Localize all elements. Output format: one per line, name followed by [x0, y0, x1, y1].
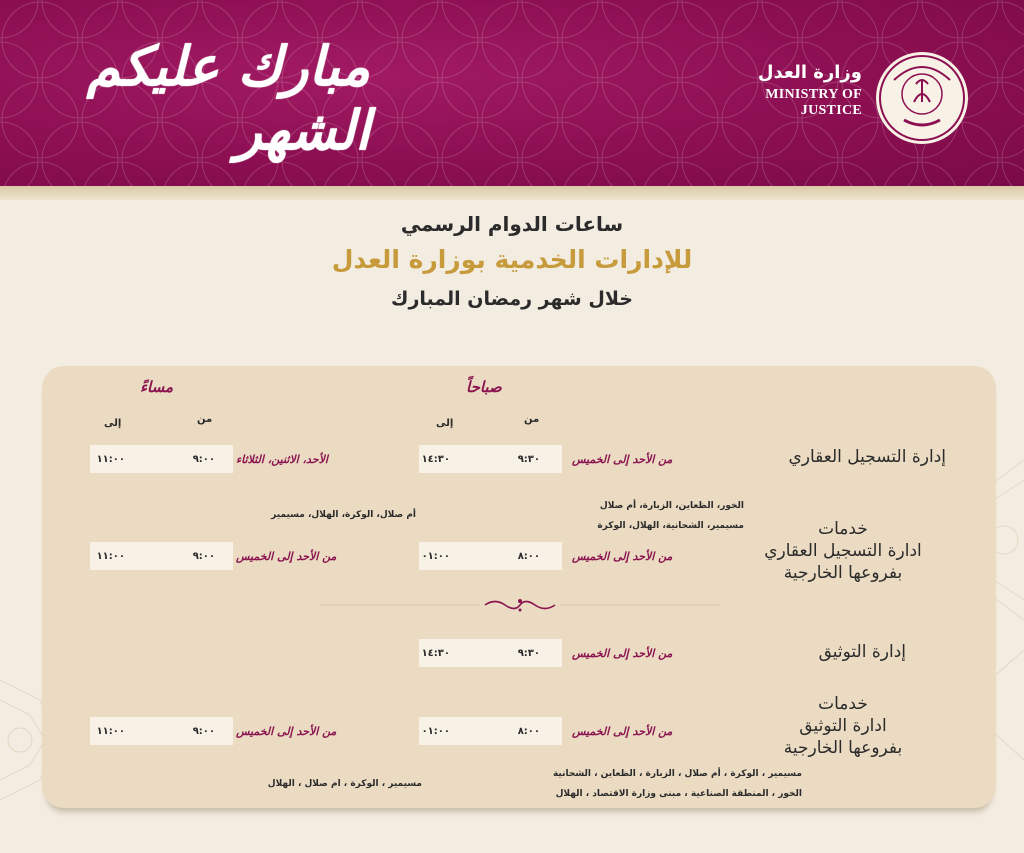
header-banner: [0, 0, 1024, 186]
row1-morning-to: ١٤:٣٠: [421, 453, 450, 465]
dept-notarization-branches-line1: خدمات: [818, 694, 868, 714]
row4-morning-to: ٠١:٠٠: [421, 725, 450, 737]
ramadan-greeting-calligraphy: مبارك عليكم الشهر: [86, 34, 370, 162]
row3-morning-from: ٩:٣٠: [517, 647, 540, 659]
header-border: [0, 186, 1024, 200]
ministry-name-english: MINISTRY OF JUSTICE: [765, 87, 862, 118]
row3-morning-time: [419, 639, 562, 667]
title-working-hours: ساعات الدوام الرسمي: [400, 212, 624, 236]
row4-evening-days: من الأحد إلى الخميس: [236, 724, 337, 738]
row2-morning-branches: [560, 496, 744, 536]
row2-morning-to: ٠١:٠٠: [421, 550, 450, 562]
row4-morning-days: من الأحد إلى الخميس: [572, 724, 673, 738]
row4-evening-to: ١١:٠٠: [96, 725, 125, 737]
row2-morning-days: من الأحد إلى الخميس: [572, 549, 673, 563]
row2-evening-to: ١١:٠٠: [96, 550, 125, 562]
dept-real-estate-branches: [740, 518, 946, 584]
row2-morning-branches-line2: مسيمير، الشحانية، الهلال، الوكرة: [597, 521, 744, 531]
dept-real-estate-branches-line1: خدمات: [818, 519, 868, 539]
dept-real-estate-branches-line3: بفروعها الخارجية: [783, 563, 903, 583]
row1-morning-time: [419, 445, 562, 473]
row3-morning-days: من الأحد إلى الخميس: [572, 646, 673, 660]
row4-morning-branches-line2: الخور ، المنطقة الصناعية ، مبنى وزارة الاقتصاد ، الهلال: [555, 789, 802, 799]
morning-from-label: من: [524, 414, 540, 425]
row4-evening-time: [90, 717, 233, 745]
row1-evening-to: ١١:٠٠: [96, 453, 125, 465]
row1-morning-from: ٩:٣٠: [517, 453, 540, 465]
title-service-departments: للإدارات الخدمية بوزارة العدل: [331, 245, 693, 274]
morning-to-label: إلى: [436, 418, 454, 429]
ministry-name-arabic: وزارة العدل: [757, 62, 862, 83]
row4-morning-branches: [496, 764, 802, 804]
evening-from-label: من: [197, 414, 213, 425]
ministry-emblem-logo: [874, 50, 970, 146]
dept-notarization-branches: [760, 693, 926, 759]
row2-morning-from: ٨:٠٠: [517, 550, 540, 562]
row2-evening-from: ٩:٠٠: [192, 550, 215, 562]
row2-evening-days: من الأحد إلى الخميس: [236, 549, 337, 563]
evening-label: مساءً: [140, 378, 174, 396]
ministry-name: [720, 62, 862, 119]
dept-notarization-branches-line3: بفروعها الخارجية: [783, 738, 903, 758]
dept-notarization: إدارة التوثيق: [818, 642, 906, 662]
row2-evening-branches: أم صلال، الوكرة، الهلال، مسيمير: [271, 510, 416, 520]
dept-notarization-branches-line2: ادارة التوثيق: [799, 716, 887, 736]
row2-morning-time: [419, 542, 562, 570]
row4-morning-from: ٨:٠٠: [517, 725, 540, 737]
dept-real-estate-branches-line2: ادارة التسجيل العقاري: [764, 541, 922, 561]
row2-morning-branches-line1: الخور، الظعاين، الزبارة، أم صلال: [599, 501, 744, 511]
row2-evening-time: [90, 542, 233, 570]
morning-label: صباحاً: [466, 378, 502, 396]
row3-morning-to: ١٤:٣٠: [421, 647, 450, 659]
row4-evening-branches: مسيمير ، الوكرة ، ام صلال ، الهلال: [267, 779, 422, 789]
row1-evening-from: ٩:٠٠: [192, 453, 215, 465]
dept-real-estate: إدارة التسجيل العقاري: [788, 447, 946, 467]
section-divider-ornament: [320, 598, 720, 612]
row4-morning-branches-line1: مسيمير ، الوكرة ، أم صلال ، الزبارة ، الظعاين ، الشحانية: [552, 769, 802, 779]
evening-to-label: إلى: [104, 418, 122, 429]
title-ramadan: خلال شهر رمضان المبارك: [391, 288, 633, 310]
row4-morning-time: [419, 717, 562, 745]
row1-evening-days: الأحد، الاثنين، الثلاثاء: [236, 452, 328, 466]
row1-morning-days: من الأحد إلى الخميس: [572, 452, 673, 466]
row4-evening-from: ٩:٠٠: [192, 725, 215, 737]
row1-evening-time: [90, 445, 233, 473]
